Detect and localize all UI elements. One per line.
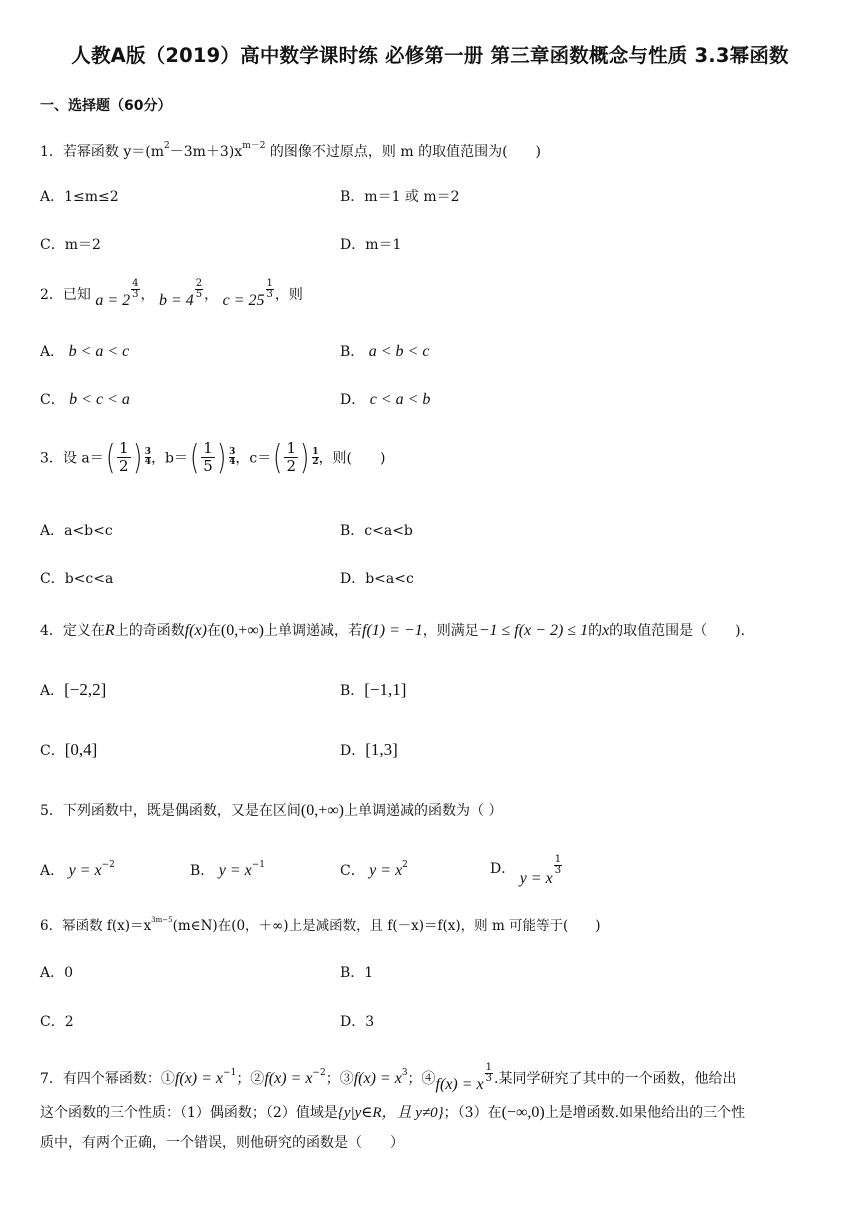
- q5-option-a[interactable]: A． $y = x^{-2}$: [40, 860, 115, 879]
- q3-b-base: $\frac{1}{5}$: [203, 439, 213, 475]
- q2-c: c = 25: [222, 292, 265, 309]
- q1-stem: 1．若幂函数 y＝(m: [40, 144, 165, 160]
- q1-sup-b: m－2: [242, 141, 266, 151]
- q1-option-d[interactable]: D．m＝1: [340, 237, 402, 253]
- q1-option-b[interactable]: B．m＝1 或 m＝2: [340, 189, 460, 205]
- q1-option-c[interactable]: C．m＝2: [40, 237, 101, 253]
- q3-b-exp: $\frac{3}{4}$: [229, 447, 236, 467]
- question-3: 3．设 a＝( $\frac{1}{2}$ ) $\frac{3}{4}$，b＝( $\frac{1}{5}$ ) $\frac{3}{4}$，c＝( $\frac{1}{2}$ ) $\frac{1}{2}$，则( ): [40, 437, 386, 478]
- q6-option-d[interactable]: D．3: [340, 1014, 375, 1030]
- q1-stem-c: 的图像不过原点，则 m 的取值范围为( ): [265, 144, 542, 160]
- q3-c-exp: $\frac{1}{2}$: [312, 447, 319, 467]
- q5-option-c[interactable]: C． $y = x^2$: [340, 860, 408, 879]
- section-heading: 一、选择题（60分）: [40, 98, 172, 114]
- q2-option-a[interactable]: A． b < a < c: [40, 343, 130, 360]
- q6-option-b[interactable]: B．1: [340, 965, 374, 981]
- q3-a-base: $\frac{1}{2}$: [118, 439, 129, 475]
- q1-option-a[interactable]: A．1≤m≤2: [40, 189, 119, 205]
- q6-option-c[interactable]: C．2: [40, 1014, 74, 1030]
- q3-option-a[interactable]: A．a<b<c: [40, 523, 113, 539]
- q3-c-base: $\frac{1}{2}$: [286, 439, 297, 475]
- q2-a: a = 2: [95, 292, 131, 309]
- q2-option-d[interactable]: D． c < a < b: [340, 391, 431, 408]
- q7-line-2: 这个函数的三个性质：（1）偶函数；（2）值域是{y|y∈R，且 y≠0}；（3）在(−∞,0)上是增函数.如果他给出的三个性: [40, 1104, 746, 1121]
- q7-line-1: 7．有四个幂函数：①f(x) = $x^{-1}$；②f(x) = $x^{-2}$；③f(x) = $x^3$；④f(x) = x $\frac{1}{3}$ .某同学研究了其中的一个函数，他给出: [40, 1061, 737, 1093]
- q6-option-a[interactable]: A．0: [40, 965, 74, 981]
- q1-sup: 2: [164, 141, 170, 151]
- q2-b-exp: $\frac{2}{5}$: [195, 277, 203, 300]
- q7-line-3: 质中，有两个正确，一个错误，则他研究的函数是（ ）: [40, 1135, 404, 1151]
- question-7: [40, 1058, 830, 1158]
- q5-option-d[interactable]: D． y = x $\frac{1}{3}$: [490, 853, 562, 887]
- q2-c-exp: $\frac{1}{3}$: [266, 277, 273, 300]
- question-2: 2．已知 a = 2 $\frac{4}{3}$ ， b = 4 $\frac{2}{5}$ ， c = 25 $\frac{1}{3}$ ，则: [40, 277, 303, 309]
- question-6: 6．幂函数 $f(x)=x^{3m-5}(m\in N)$在(0，＋∞)上是减函数，且 f(－x)＝f(x)，则 m 可能等于( ): [40, 916, 601, 934]
- q2-option-b[interactable]: B． a < b < c: [340, 343, 430, 360]
- page-title: 人教A版（2019）高中数学课时练 必修第一册 第三章函数概念与性质 3.3幂函数: [71, 44, 789, 67]
- q3-option-b[interactable]: B．c<a<b: [340, 523, 413, 539]
- q3-option-d[interactable]: D．b<a<c: [340, 571, 414, 587]
- q3-a-exp: $\frac{3}{4}$: [144, 447, 152, 467]
- q4-option-c[interactable]: C．[0,4]: [40, 740, 98, 759]
- q3-option-c[interactable]: C．b<c<a: [40, 571, 114, 587]
- q1-stem-b: －3m＋3)x: [169, 144, 243, 160]
- q2-b: b = 4: [159, 292, 194, 309]
- question-1: [40, 138, 541, 161]
- q2-stem: 2．已知: [40, 287, 91, 303]
- question-4: 4．定义在R上的奇函数f(x)在(0,+∞)上单调递减，若f(1) = −1，则满足−1 ≤ f(x − 2) ≤ 1的x的取值范围是（ ).: [40, 622, 746, 639]
- q4-option-d[interactable]: D．[1,3]: [340, 740, 398, 759]
- q4-option-a[interactable]: A．[−2,2]: [40, 680, 107, 699]
- q2-a-exp: $\frac{4}{3}$: [132, 277, 139, 300]
- q2-option-c[interactable]: C． b < c < a: [40, 391, 130, 408]
- q5-option-b[interactable]: B． $y = x^{-1}$: [190, 860, 266, 879]
- question-5: 5．下列函数中，既是偶函数，又是在区间(0,+∞)上单调递减的函数为（ ）: [40, 802, 503, 819]
- q4-option-b[interactable]: B．[−1,1]: [340, 680, 407, 699]
